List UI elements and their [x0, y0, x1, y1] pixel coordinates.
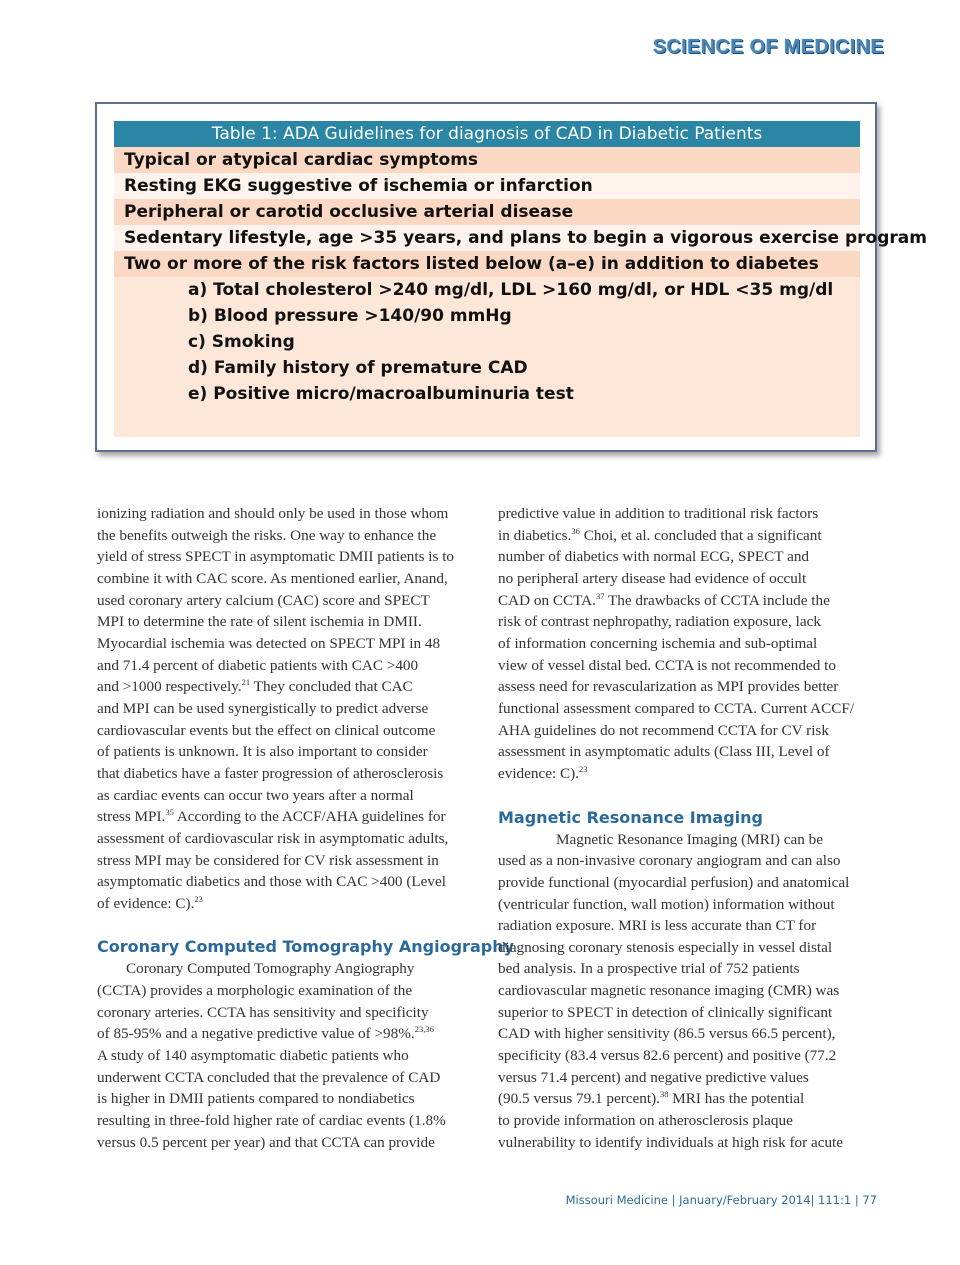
- risk-factor-item: d) Family history of premature CAD: [188, 358, 528, 378]
- risk-factor-item: a) Total cholesterol >240 mg/dl, LDL >160 mg/dl, or HDL <35 mg/dl: [188, 280, 834, 300]
- risk-factor-item: e) Positive micro/macroalbuminuria test: [188, 384, 574, 404]
- citation: 37: [595, 590, 605, 601]
- risk-factor-item: b) Blood pressure >140/90 mmHg: [188, 306, 512, 326]
- table-row: Sedentary lifestyle, age >35 years, and plans to begin a vigorous exercise program: [114, 225, 860, 251]
- citation: 23: [578, 763, 588, 774]
- citation: 23: [194, 893, 203, 904]
- table-row: Two or more of the risk factors listed below (a–e) in addition to diabetes: [114, 251, 860, 277]
- body-paragraph: predictive value in addition to traditional risk factors in diabetics.$^{36}$ Choi, et al. concluded that a significant number of diabetics with normal ECG, SPECT and no peripheral artery disease had evidence of occult CAD on CCTA.$^{37}$ The drawbacks of CCTA include the risk of contrast nephropathy, radiation exposure, lack of information concerning ischemia and sub-optimal view of vessel distal bed. CCTA is not recommended to assess need for revascularization as MPI provides better functional assessment compared to CCTA. Current ACCF/ AHA guidelines do not recommend CCTA for CV risk assessment in asymptomatic adults (Class III, Level of evidence: C).$^{23}$: [498, 505, 855, 782]
- citation: 35: [165, 807, 174, 818]
- section-heading: Coronary Computed Tomography Angiography: [97, 937, 515, 957]
- citation: 21: [241, 677, 251, 688]
- risk-factor-item: c) Smoking: [188, 332, 295, 352]
- body-paragraph: Coronary Computed Tomography Angiography (CCTA) provides a morphologic examination of the coronary arteries. CCTA has sensitivity and specificity of 85-95% and a negative predictive value of >98%.$^{23,36}$ A study of 140 asymptomatic diabetic patients who underwent CCTA concluded that the prevalence of CAD is higher in DMII patients compared to nondiabetics resulting in three-fold higher rate of cardiac events (1.8% versus 0.5 percent per year) and that CCTA can provide: [97, 960, 446, 1151]
- body-paragraph: Magnetic Resonance Imaging (MRI) can be used as a non-invasive coronary angiogram and can also provide functional (myocardial perfusion) and anatomical (ventricular function, wall motion) information without radiation exposure. MRI is less accurate than CT for diagnosing coronary stenosis especially in vessel distal bed analysis. In a prospective trial of 752 patients cardiovascular magnetic resonance imaging (CMR) was superior to SPECT in detection of clinically significant CAD with higher sensitivity (86.5 versus 66.5 percent), specificity (83.4 versus 82.6 percent) and positive (77.2 versus 71.4 percent) and negative predictive values (90.5 versus 79.1 percent).$^{38}$ MRI has the potential to provide information on atherosclerosis plaque vulnerability to identify individuals at high risk for acute: [498, 830, 850, 1151]
- body-paragraph: ionizing radiation and should only be used in those whom the benefits outweigh the risks. One way to enhance the yield of stress SPECT in asymptomatic DMII patients is to combine it with CAC score. As mentioned earlier, Anand, used coronary artery calcium (CAC) score and SPECT MPI to determine the rate of silent ischemia in DMII. Myocardial ischemia was detected on SPECT MPI in 48 and 71.4 percent of diabetic patients with CAC >400 and >1000 respectively.$^{21}$ They concluded that CAC and MPI can be used synergistically to predict adverse cardiovascular events but the effect on clinical outcome of patients is unknown. It is also important to consider that diabetics have a faster progression of atherosclerosis as cardiac events can occur two years after a normal stress MPI.$^{35}$ According to the ACCF/AHA guidelines for assessment of cardiovascular risk in asymptomatic adults, stress MPI may be considered for CV risk assessment in asymptomatic diabetics and those with CAC >400 (Level of evidence: C).$^{23}$: [97, 505, 455, 912]
- section-heading: Magnetic Resonance Imaging: [498, 807, 763, 827]
- citation: 23,36: [414, 1024, 434, 1035]
- table-row: Peripheral or carotid occlusive arterial disease: [114, 199, 860, 225]
- table-box: [95, 102, 927, 452]
- guidelines-table: [114, 121, 927, 437]
- section-title: SCIENCE OF MEDICINE: [652, 36, 884, 58]
- page-footer: Missouri Medicine | January/February 2014| 111:1 | 77: [565, 1193, 877, 1207]
- citation: 36: [571, 525, 580, 536]
- citation: 38: [659, 1089, 669, 1100]
- right-column: [498, 503, 880, 1153]
- table-row: Typical or atypical cardiac symptoms: [114, 147, 860, 173]
- left-column: [97, 503, 515, 1153]
- table-row: Resting EKG suggestive of ischemia or infarction: [114, 173, 860, 199]
- table-title: Table 1: ADA Guidelines for diagnosis of CAD in Diabetic Patients: [114, 121, 860, 147]
